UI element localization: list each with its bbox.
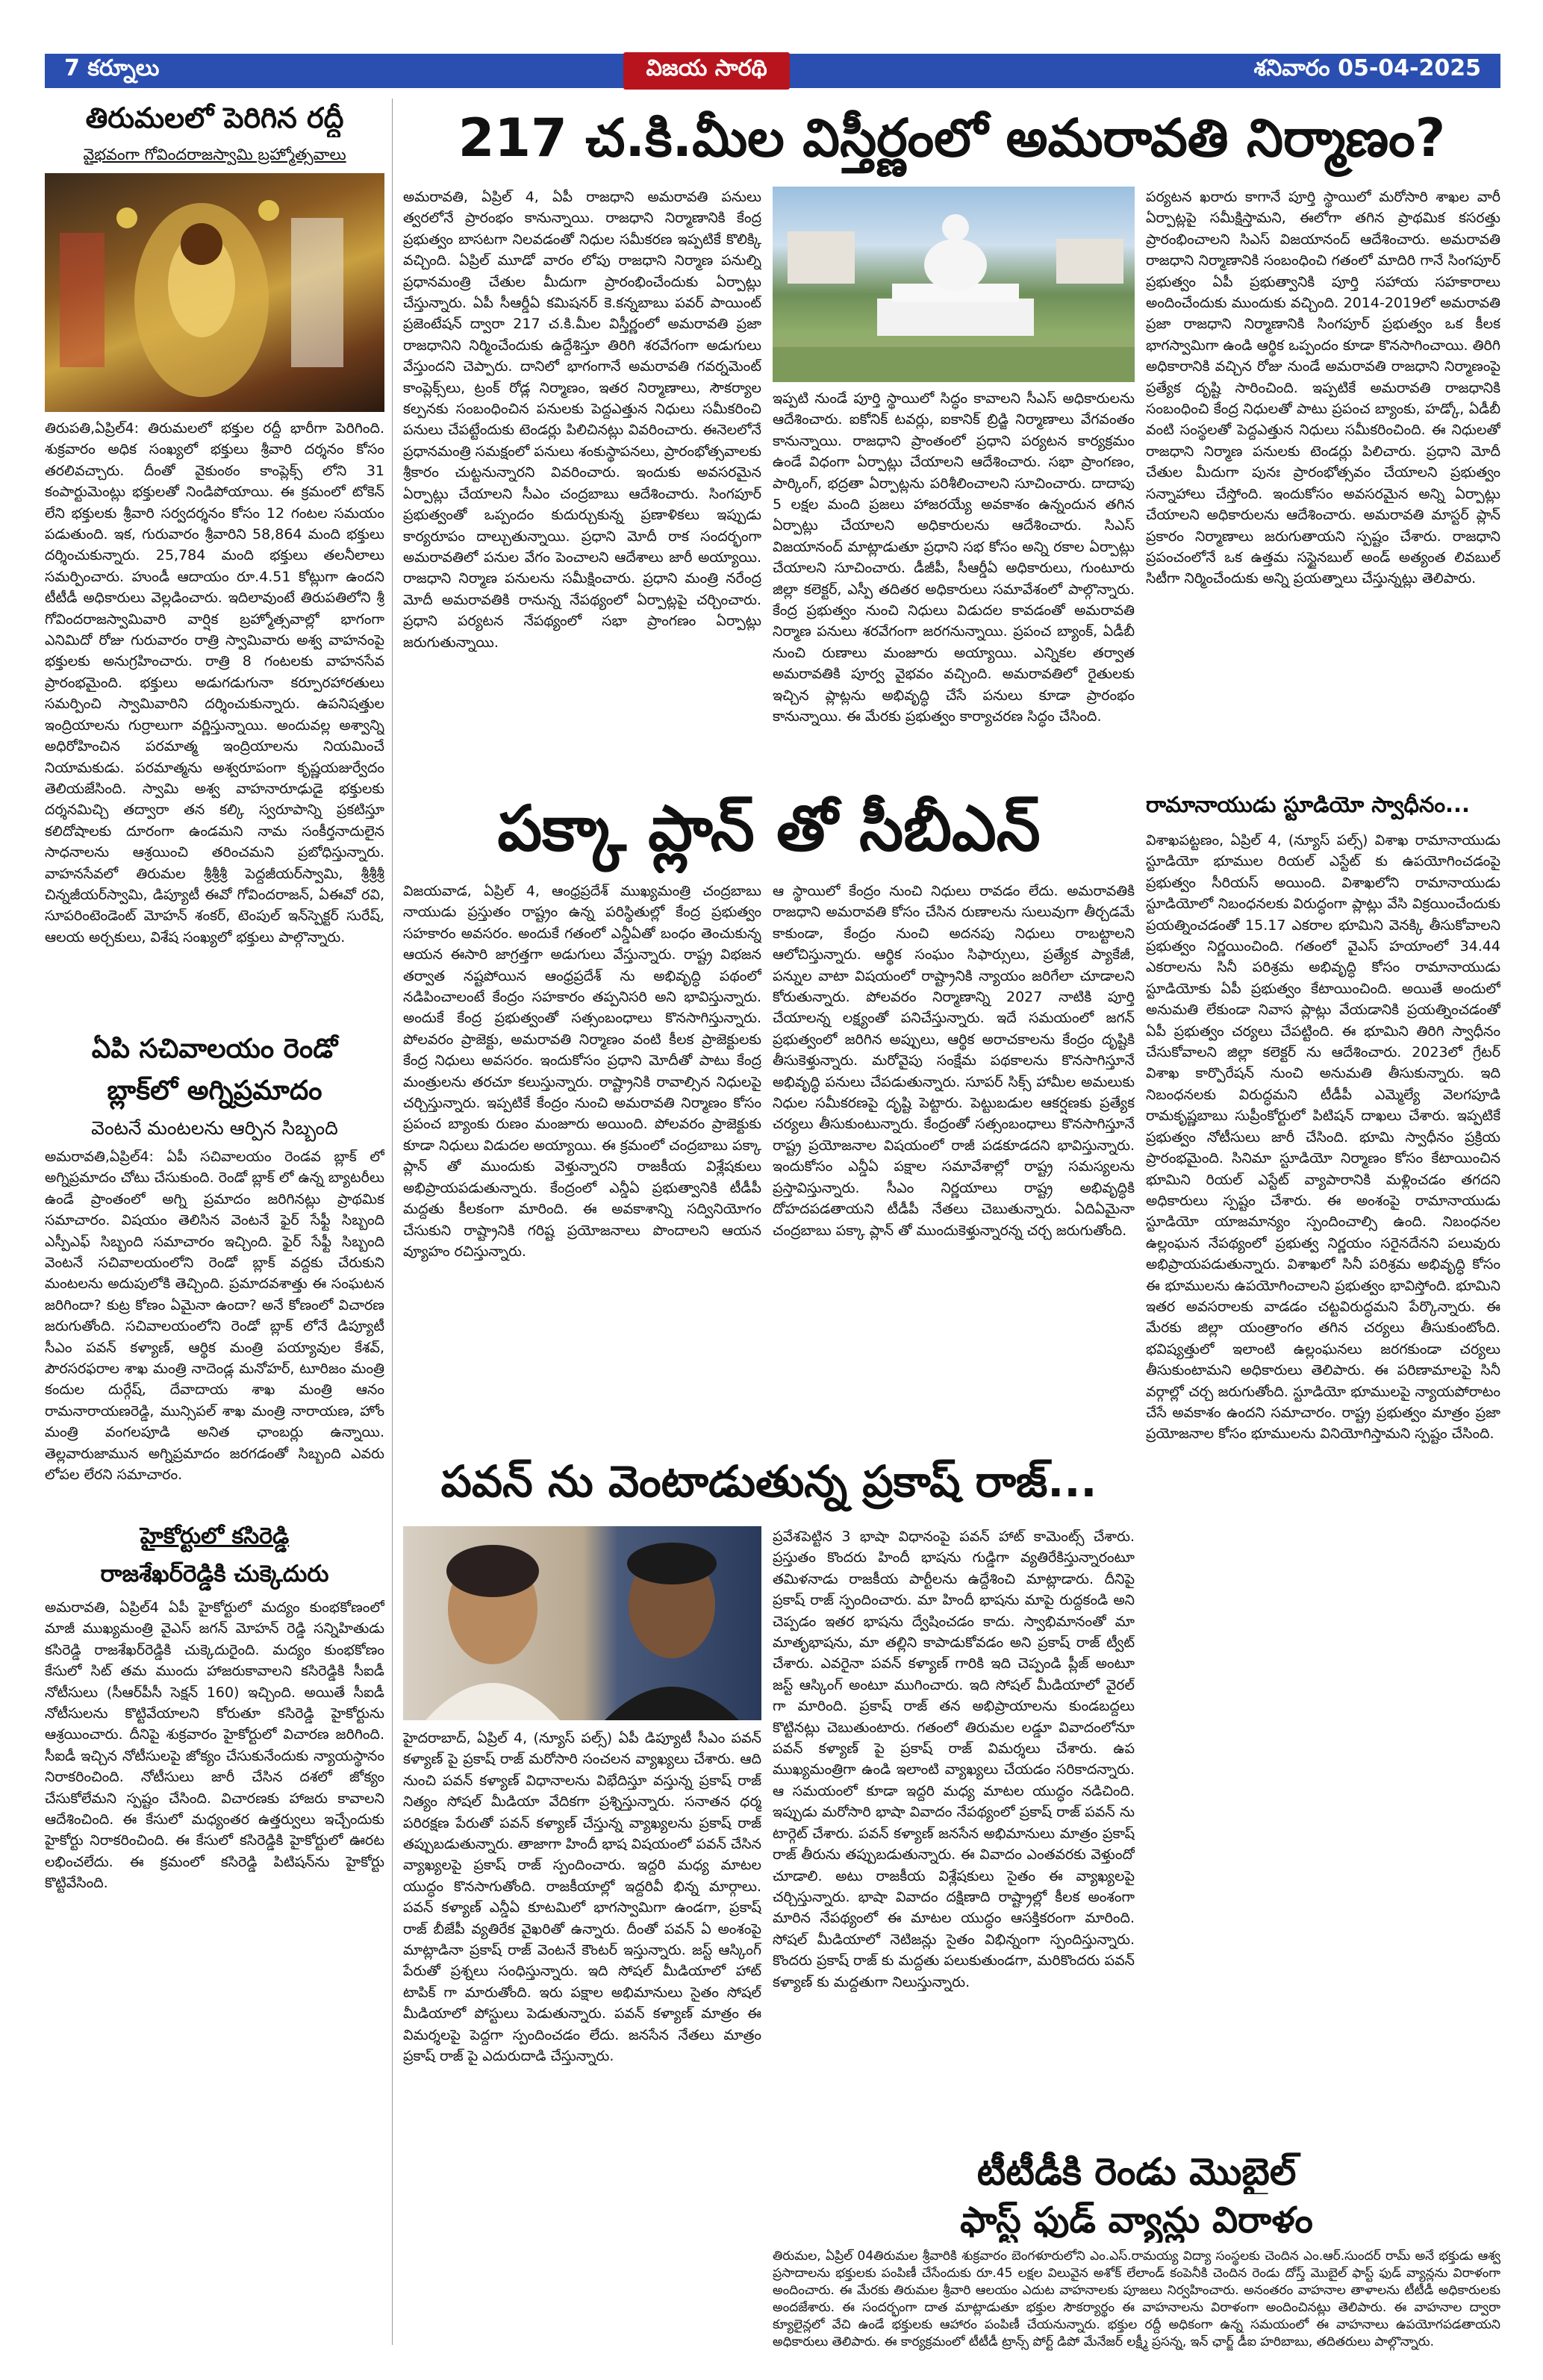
ttd-body: [773, 2248, 1500, 2352]
page-label: 7 కర్నూలు: [64, 55, 160, 81]
tirumala-headline: తిరుమలలో పెరిగిన రద్దీ: [85, 101, 344, 134]
pawan-headline: పవన్ ను వెంటాడుతున్న ప్రకాష్ రాజ్...: [440, 1456, 1097, 1507]
studio-body: [1146, 830, 1500, 2143]
cbn-body-col2-text: ఆ స్థాయిలో కేంద్రం నుంచి నిధులు రావడం లేదు. అమరావతికి రాజధాని అమరావతి కోసం చేసిన రుణాలను సులువుగా తీర్చడమే కాకుండా, కేంద్రం నుంచి అదనపు నిధులు రాబట్టాలని ఆలోచిస్తున్నారు. ఆర్థిక సంఘం సిఫార్సులు, ప్రత్యేక ప్యాకేజీ, పన్నుల వాటా విషయంలో రాష్ట్రానికి న్యాయం జరిగేలా చూడాలని కోరుతున్నారు. పోలవరం నిర్మాణాన్ని 2027 నాటికి పూర్తి చేయాలన్న లక్ష్యంతో పనిచేస్తున్నారు. ఇదే సమయంలో జగన్ ప్రభుత్వంలో జరిగిన అప్పులు, ఆర్థిక అరాచకాలను కేంద్రం దృష్టికి తీసుకెళ్తున్నారు. మరోవైపు సంక్షేమ పథకాలను కొనసాగిస్తూనే అభివృద్ధి పనులు చేపడుతున్నారు. సూపర్ సిక్స్ హామీల అమలుకు నిధుల సమీకరణపై దృష్టి పెట్టారు. పెట్టుబడుల ఆకర్షణకు ప్రత్యేక చర్యలు తీసుకుంటున్నారు. కేంద్రంతో సత్సంబంధాలు కొనసాగిస్తూనే రాష్ట్ర ప్రయోజనాల విషయంలో రాజీ పడకూడదని భావిస్తున్నారు. ఇందుకోసం ఎన్డీఏ పక్షాల సమావేశాల్లో రాష్ట్ర సమస్యలను ప్రస్తావిస్తున్నారు. సీఎం నిర్ణయాలు రాష్ట్ర అభివృద్ధికి దోహదపడతాయని టీడీపీ నేతలు చెబుతున్నారు. ఏదిఏమైనా చంద్రబాబు పక్కా ప్లాన్ తో ముందుకెళ్తున్నారన్న చర్చ జరుగుతోంది.: [773, 883, 1135, 1239]
portraits-illustration: [403, 1526, 761, 1720]
amaravati-body-col1: [403, 187, 761, 776]
page-header: [45, 54, 1500, 88]
amaravati-body-col2-text: ఇప్పటి నుండే పూర్తి స్థాయిలో సిద్ధం కావాలని సీఎస్ అధికారులను ఆదేశించారు. ఐకోనిక్ టవర్లు, ఐకానిక్ బ్రిడ్జి నిర్మాణాలు వేగవంతం కానున్నాయి. రాజధాని ప్రాంతంలో ప్రధాని పర్యటన కార్యక్రమం ఉండే విధంగా ఏర్పాట్లు చేయాలని ఆదేశించారు. సభా ప్రాంగణం, పార్కింగ్, భద్రతా ఏర్పాట్లను పరిశీలించాలని సూచించారు. దాదాపు 5 లక్షల మంది ప్రజలు హాజరయ్యే అవకాశం ఉన్నందున తగిన ఏర్పాట్లు చేయాలని అధికారులను ఆదేశించారు. సిఎస్ విజయానంద్ మాట్లాడుతూ ప్రధాని సభ కోసం అన్ని రకాల ఏర్పాట్లు చేయాలని సూచించారు. డీజీపీ, సీఆర్డీఏ అధికారులు, గుంటూరు జిల్లా కలెక్టర్, ఎస్పీ తదితర అధికారులు సమావేశంలో పాల్గొన్నారు. కేంద్ర ప్రభుత్వం నుంచి నిధులు విడుదల కావడంతో అమరావతి నిర్మాణ పనులు శరవేగంగా జరగనున్నాయి. ప్రపంచ బ్యాంక్, ఏడీబీ నుంచి రుణాలు మంజూరు అయ్యాయి. ఎన్నికల తర్వాత అమరావతికి పూర్వ వైభవం వచ్చింది. అమరావతిలో రైతులకు ఇచ్చిన ప్లాట్లను అభివృద్ధి చేసే పనులు కూడా ప్రారంభం కానున్నాయి. ఈ మేరకు ప్రభుత్వం కార్యాచరణ సిద్ధం చేసింది.: [773, 390, 1135, 725]
amaravati-body-col1-text: అమరావతి, ఏప్రిల్ 4, ఏపీ రాజధాని అమరావతి పనులు త్వరలోనే ప్రారంభం కానున్నాయి. రాజధాని నిర్మాణానికి కేంద్ర ప్రభుత్వం బాసటగా నిలవడంతో నిధుల సమీకరణ ఇప్పటికే కొలిక్కి వచ్చింది. ఏప్రిల్ మూడో వారం లోపు రాజధాని నిర్మాణ పనుల్ని ప్రధానమంత్రి చేతుల మీదుగా ప్రారంభించేందుకు ఏర్పాట్లు చేస్తున్నారు. ఏపీ సీఆర్డీఏ కమిషనర్ కె.కన్నబాబు పవర్ పాయింట్ ప్రజెంటేషన్ ద్వారా 217 చ.కి.మీల విస్తీర్ణంలో అమరావతి ప్రజా రాజధానిని నిర్మించేందుకు ఉద్దేశిస్తూ తిరిగి శరవేగంగా అడుగులు వేస్తుందని చెప్పారు. దానిలో భాగంగానే అమరావతి గవర్నమెంట్ కాంప్లెక్స్‌లు, ట్రంక్ రోడ్ల నిర్మాణం, ఇతర నిర్మాణాలు, సౌకర్యాల కల్పనకు సంబంధించిన పనులకు పెద్దఎత్తున నిధులు సమీకరించి పనులు చేపట్టేందుకు టెండర్లు పిలిచినట్లు వివరించారు. ఈనెలలోనే ప్రధానమంత్రి సమక్షంలో పనులు శంకుస్థాపనలు, ప్రారంభోత్సవాలకు శ్రీకారం చుట్టనున్నారని వివరించారు. ఇందుకు అవసరమైన ఏర్పాట్లు చేయాలని సీఎం చంద్రబాబు ఆదేశించారు. సింగపూర్ ప్రభుత్వంతో ఒప్పందం కుదుర్చుకున్న ప్రణాళికలు ఇప్పుడు కార్యరూపం దాల్చుతున్నాయి. ప్రధాని మోదీ రాక సందర్భంగా అమరావతిలో పనుల వేగం పెంచాలని ఆదేశాలు జారీ అయ్యాయి. రాజధాని నిర్మాణ పనులను సమీక్షించారు. ప్రధాని మంత్రి నరేంద్ర మోదీ అమరావతికి రానున్న నేపథ్యంలో ఏర్పాట్లపై చర్చించారు. ప్రధాని పర్యటన నేపథ్యంలో సభా ప్రాంగణం ఏర్పాట్లు జరుగుతున్నాయి.: [403, 189, 761, 651]
pawan-prakash-photo: [403, 1526, 761, 1720]
pawan-body-col1: [403, 1728, 761, 2340]
cbn-body-col2: [773, 881, 1135, 1440]
kasireddy-headline-1: హైకోర్టులో కసిరెడ్డి: [140, 1523, 290, 1549]
secretariat-headline-2: బ్లాక్‌లో అగ్నిప్రమాదం: [107, 1075, 322, 1106]
secretariat-body: [45, 1146, 384, 1512]
ttd-headline-2: ఫాస్ట్ ఫుడ్ వ్యాన్లు విరాళం: [960, 2199, 1313, 2241]
pawan-body-col2-text: ప్రవేశపెట్టిన 3 భాషా విధానంపై పవన్ హాట్ కామెంట్స్ చేశారు. ప్రస్తుతం కొందరు హిందీ భాషను గుడ్డిగా వ్యతిరేకిస్తున్నారంటూ తమిళనాడు రాజకీయ పార్టీలను ఉద్దేశించి మాట్లాడారు. దీనిపై ప్రకాష్ రాజ్ స్పందించారు. మా హిందీ భాషను మాపై రుద్దకండి అని చెప్పడం ఇతర భాషను ద్వేషించడం కాదు. స్వాభిమానంతో మా మాతృభాషను, మా తల్లిని కాపాడుకోవడం అని ప్రకాష్ రాజ్ ట్వీట్ చేశారు. ఎవరైనా పవన్ కళ్యాణ్ గారికి ఇది చెప్పండి ప్లీజ్ అంటూ జస్ట్ ఆస్కింగ్ అంటూ ముగించారు. ఇది సోషల్ మీడియాలో వైరల్ గా మారింది. ప్రకాష్ రాజ్ తన అభిప్రాయాలను కుండబద్దలు కొట్టినట్లు చెబుతుంటారు. గతంలో తిరుమల లడ్డూ వివాదంలోనూ పవన్ కళ్యాణ్ పై ప్రకాష్ రాజ్ విమర్శలు చేశారు. ఉప ముఖ్యమంత్రిగా ఉండి ఇలాంటి వ్యాఖ్యలు చేయడం సరికాదన్నారు. ఆ సమయంలో కూడా ఇద్దరి మధ్య మాటల యుద్ధం నడిచింది. ఇప్పుడు మరోసారి భాషా వివాదం నేపథ్యంలో ప్రకాష్ రాజ్ పవన్ ను టార్గెట్ చేశారు. పవన్ కళ్యాణ్ జనసేన అభిమానులు మాత్రం ప్రకాష్ రాజ్ తీరును తప్పుబడుతున్నారు. ఈ వివాదం ఎంతవరకు వెళ్తుందో చూడాలి. అటు రాజకీయ విశ్లేషకులు సైతం ఈ వ్యాఖ్యలపై చర్చిస్తున్నారు. భాషా వివాదం దక్షిణాది రాష్ట్రాల్లో కీలక అంశంగా మారిన నేపథ్యంలో ఈ మాటల యుద్ధం ఆసక్తికరంగా మారింది. సోషల్ మీడియాలో నెటిజన్లు సైతం విభిన్నంగా స్పందిస్తున్నారు. కొందరు ప్రకాష్ రాజ్ కు మద్దతు పలుకుతుండగా, మరికొందరు పవన్ కళ్యాణ్ కు మద్దతుగా నిలుస్తున్నారు.: [773, 1528, 1135, 1990]
column-divider: [392, 99, 393, 2345]
secretariat-headline-1: ఏపి సచివాలయం రెండో: [91, 1034, 338, 1064]
pawan-body-col1-text: హైదరాబాద్, ఏప్రిల్ 4, (న్యూస్ పల్స్) ఏపీ డిప్యూటీ సీఎం పవన్ కళ్యాణ్ పై ప్రకాష్ రాజ్ మరోసారి సంచలన వ్యాఖ్యలు చేశారు. ఆది నుంచి పవన్ కళ్యాణ్ విధానాలను విభేదిస్తూ వస్తున్న ప్రకాష్ రాజ్ నిత్యం సోషల్ మీడియా వేదికగా ప్రశ్నిస్తున్నారు. సనాతన ధర్మ పరిరక్షణ పేరుతో పవన్ కళ్యాణ్ చేస్తున్న వ్యాఖ్యలను ప్రకాష్ రాజ్ తప్పుబడుతున్నారు. తాజాగా హిందీ భాష విషయంలో పవన్ చేసిన వ్యాఖ్యలపై ప్రకాష్ రాజ్ స్పందించారు. ఇద్దరి మధ్య మాటల యుద్ధం కొనసాగుతోంది. రాజకీయాల్లో ఇద్దరివీ భిన్న మార్గాలు. పవన్ కళ్యాణ్ ఎన్డీఏ కూటమిలో భాగస్వామిగా ఉండగా, ప్రకాష్ రాజ్ బీజేపీ వ్యతిరేక వైఖరితో ఉన్నారు. దీంతో పవన్ ఏ అంశంపై మాట్లాడినా ప్రకాష్ రాజ్ వెంటనే కౌంటర్ ఇస్తున్నారు. జస్ట్ ఆస్కింగ్ పేరుతో ప్రశ్నలు సంధిస్తున్నారు. ఇది సోషల్ మీడియాలో హాట్ టాపిక్ గా మారుతోంది. ఇరు పక్షాల అభిమానులు సైతం సోషల్ మీడియాలో పోస్టులు పెడుతున్నారు. పవన్ కళ్యాణ్ మాత్రం ఈ విమర్శలపై పెద్దగా స్పందించడం లేదు. జనసేన నేతలు మాత్రం ప్రకాష్ రాజ్ పై ఎదురుదాడి చేస్తున్నారు.: [403, 1730, 761, 2065]
ttd-headline-1: టీటీడీకి రెండు మొబైల్: [976, 2150, 1297, 2193]
kasireddy-headline-2: రాజశేఖర్‌రెడ్డికి చుక్కెదురు: [100, 1561, 329, 1587]
kasireddy-body-text: అమరావతి, ఏప్రిల్4 ఏపీ హైకోర్టులో మద్యం కుంభకోణంలో మాజీ ముఖ్యమంత్రి వైఎస్ జగన్ మోహన్ రెడ్డి సన్నిహితుడు కసిరెడ్డి రాజశేఖర్‌రెడ్డికి చుక్కెదురైంది. మద్యం కుంభకోణం కేసులో సిట్ తమ ముందు హాజరుకావాలని కసిరెడ్డికి సీఐడీ నోటీసులు (సీఆర్‌పీసీ సెక్షన్ 160) ఇచ్చింది. అయితే సీఐడీ నోటీసులను కొట్టివేయాలని కోరుతూ కసిరెడ్డి హైకోర్టును ఆశ్రయించారు. దీనిపై శుక్రవారం హైకోర్టులో విచారణ జరిగింది. సీఐడీ ఇచ్చిన నోటీసులపై జోక్యం చేసుకునేందుకు న్యాయస్థానం నిరాకరించింది. నోటీసులు జారీ చేసిన దశలో జోక్యం చేసుకోలేమని స్పష్టం చేసింది. విచారణకు హాజరు కావాలని ఆదేశించింది. ఈ కేసులో మధ్యంతర ఉత్తర్వులు ఇచ్చేందుకు హైకోర్టు నిరాకరించింది. ఈ కేసులో కసిరెడ్డికి హైకోర్టులో ఊరట లభించలేదు. ఈ క్రమంలో కసిరెడ్డి పిటిషన్‌ను హైకోర్టు కొట్టివేసింది.: [45, 1599, 384, 1892]
buddha-statue-photo: [773, 187, 1135, 382]
ttd-body-text: తిరుమల, ఏప్రిల్ 04తిరుమల శ్రీవారికి శుక్రవారం బెంగళూరులోని ఎం.ఎస్.రామయ్య విద్యా సంస్థలకు చెందిన ఎం.ఆర్.సుందర్ రామ్ అనే భక్తుడు ఆశ్వ ప్రసాదాలను భక్తులకు పంపిణీ చేసేందుకు రూ.45 లక్షల విలువైన అశోక్ లేలాండ్ కంపెనీకి చెందిన రెండు దోస్త్ మొబైల్ ఫాస్ట్ ఫుడ్ వ్యాన్లను విరాళంగా అందించారు. ఈ మేరకు తిరుమల శ్రీవారి ఆలయం ఎదుట వాహనాలకు పూజలు నిర్వహించారు. అనంతరం వాహనాల తాళాలను టీటీడీ అధికారులకు అందజేశారు. ఈ సందర్భంగా దాత మాట్లాడుతూ భక్తుల సౌకర్యార్థం ఈ వాహనాలను విరాళంగా అందించినట్లు తెలిపారు. ఈ వాహనాల ద్వారా క్యూలైన్లలో వేచి ఉండే భక్తులకు ఆహారం పంపిణీ చేయనున్నారు. భక్తుల రద్దీ అధికంగా ఉన్న సమయంలో ఈ వాహనాలు ఉపయోగపడతాయని అధికారులు తెలిపారు. ఈ కార్యక్రమంలో టీటీడీ ట్రాన్స్ పోర్ట్ డిపో మేనేజర్ లక్ష్మీ ప్రసన్న, ఇన్ ఛార్జ్ డీఐ హరిబాబు, తదితరులు పాల్గొన్నారు.: [773, 2249, 1500, 2349]
tirumala-body: [45, 418, 384, 1022]
kasireddy-body: [45, 1597, 384, 2343]
tirumala-body-text: తిరుపతి,ఏప్రిల్4: తిరుమలలో భక్తుల రద్దీ భారీగా పెరిగింది. శుక్రవారం అధిక సంఖ్యలో భక్తులు శ్రీవారి దర్శనం కోసం తరలివచ్చారు. దీంతో వైకుంఠం కాంప్లెక్స్ లోని 31 కంపార్టుమెంట్లు భక్తులతో నిండిపోయాయి. ఈ క్రమంలో టోకెన్ లేని భక్తులకు శ్రీవారి సర్వదర్శనం కోసం 12 గంటల సమయం పడుతుంది. ఇక, గురువారం శ్రీవారిని 58,864 మంది భక్తులు దర్శించుకున్నారు. 25,784 మంది భక్తులు తలనీలాలు సమర్పించారు. హుండీ ఆదాయం రూ.4.51 కోట్లుగా ఉందని టీటీడీ అధికారులు వెల్లడించారు. ఇదిలావుంటే తిరుపతిలోని శ్రీ గోవిందరాజస్వామివారి వార్షిక బ్రహ్మోత్సవాల్లో భాగంగా ఎనిమిదో రోజు గురువారం రాత్రి స్వామివారు అశ్వ వాహనంపై భక్తులకు అనుగ్రహించారు. రాత్రి 8 గంటలకు వాహనసేవ ప్రారంభమైంది. భక్తులు అడుగడుగునా కర్పూరహారతులు సమర్పించి స్వామివారిని దర్శించుకున్నారు. ఉపనిషత్తుల ఇంద్రియాలను గుర్రాలుగా వర్ణిస్తున్నాయి. అందువల్ల అశ్వాన్ని అధిరోహించిన పరమాత్మ ఇంద్రియాలను నియమించే నియామకుడు. పరమాత్మను అశ్వరూపంగా కృష్ణయజుర్వేదం తెలియజేసింది. స్వామి అశ్వ వాహనారూఢుడై భక్తులకు దర్శనమిచ్చి తద్వారా తన కల్కి స్వరూపాన్ని ప్రకటిస్తూ కలిదోషాలకు దూరంగా ఉండమని నామ సంకీర్తనాదులైన సాధనాలను ఆశ్రయించి తరించమని ప్రబోధిస్తున్నారు. వాహనసేవలో తిరుమల శ్రీశ్రీశ్రీ పెద్దజీయర్‌స్వామి, శ్రీశ్రీశ్రీ చిన్నజీయర్‌స్వామి, డిప్యూటీ ఈవో గోవిందరాజన్, ఏఈవో రవి, సూపరింటెండెంట్ మోహన్ శంకర్, టెంపుల్ ఇన్‌స్పెక్టర్ సురేష్, ఆలయ అర్చకులు, విశేష సంఖ్యలో భక్తులు పాల్గొన్నారు.: [45, 420, 384, 946]
cbn-headline: పక్కా ప్లాన్ తో సీబీఎన్: [497, 792, 1041, 865]
issue-date: శనివారం 05-04-2025: [1253, 55, 1481, 81]
studio-body-text: విశాఖపట్టణం, ఏప్రిల్ 4, (న్యూస్ పల్స్) విశాఖ రామానాయుడు స్టూడియో భూముల రియల్ ఎస్టేట్ కు ఉపయోగించడంపై ప్రభుత్వం సీరియస్ అయింది. విశాఖలోని రామానాయుడు స్టూడియోలో నిబంధనలకు విరుద్ధంగా ప్లాట్లు వేసి విక్రయించేందుకు ప్రయత్నించడంతో 15.17 ఎకరాల భూమిని వెనక్కి తీసుకోవాలని ప్రభుత్వం నిర్ణయించింది. గతంలో వైఎస్ హయాంలో 34.44 ఎకరాలను సినీ పరిశ్రమ అభివృద్ధి కోసం రామానాయుడు స్టూడియోకు ఏపీ ప్రభుత్వం కేటాయించింది. అయితే అందులో అనుమతి లేకుండా నివాస ప్లాట్లు వేయడానికి ప్రయత్నించడంతో ఏపీ ప్రభుత్వం చర్యలు చేపట్టింది. ఈ భూమిని తిరిగి స్వాధీనం చేసుకోవాలని జిల్లా కలెక్టర్ ను ఆదేశించారు. 2023లో గ్రేటర్ విశాఖ కార్పొరేషన్ నుంచి అనుమతి తీసుకున్నారు. ఇది నిబంధనలకు విరుద్ధమని టీడీపీ ఎమ్మెల్యే వెలగపూడి రామకృష్ణబాబు సుప్రీంకోర్టులో పిటిషన్ దాఖలు చేశారు. ఇప్పటికే ప్రభుత్వం నోటీసులు జారీ చేసింది. భూమి స్వాధీనం ప్రక్రియ ప్రారంభమైంది. సినిమా స్టూడియో నిర్మాణం కోసం కేటాయించిన భూమిని రియల్ ఎస్టేట్ వ్యాపారానికి మళ్లించడం తగదని అధికారులు స్పష్టం చేశారు. ఈ అంశంపై రామానాయుడు స్టూడియో యాజమాన్యం స్పందించాల్సి ఉంది. నిబంధనల ఉల్లంఘన నేపథ్యంలో ప్రభుత్వ నిర్ణయం సరైనదేనని పలువురు అభిప్రాయపడుతున్నారు. విశాఖలో సినీ పరిశ్రమ అభివృద్ధి కోసం ఈ భూములను ఉపయోగించాలని ప్రభుత్వం భావిస్తోంది. భూమిని ఇతర అవసరాలకు వాడడం చట్టవిరుద్ధమని పేర్కొన్నారు. ఈ మేరకు జిల్లా యంత్రాంగం తగిన చర్యలు తీసుకుంటోంది. భవిష్యత్తులో ఇలాంటి ఉల్లంఘనలు జరగకుండా చర్యలు తీసుకుంటామని అధికారులు తెలిపారు. ఈ పరిణామాలపై సినీ వర్గాల్లో చర్చ జరుగుతోంది. స్టూడియో భూములపై న్యాయపోరాటం చేసే అవకాశం ఉందని సమాచారం. రాష్ట్ర ప్రభుత్వం మాత్రం ప్రజా ప్రయోజనాల కోసం భూములను వినియోగిస్తామని స్పష్టం చేసింది.: [1146, 832, 1500, 1443]
masthead: విజయ సారథి: [623, 52, 789, 90]
secretariat-body-text: అమరావతి,ఏప్రిల్4: ఏపీ సచివాలయం రెండవ బ్లాక్ లో అగ్నిప్రమాదం చోటు చేసుకుంది. రెండో బ్లాక్ లో ఉన్న బ్యాటరీలు ఉండే ప్రాంతంలో అగ్ని ప్రమాదం జరిగినట్లు ప్రాథమిక సమాచారం. విషయం తెలిసిన వెంటనే ఫైర్ సేఫ్టీ సిబ్బంది ఎస్పీఎఫ్ సిబ్బంది సమాచారం ఇచ్చింది. ఫైర్ సేఫ్టీ సిబ్బంది వెంటనే సచివాలయంలోని రెండో బ్లాక్ వద్దకు చేరుకుని మంటలను అదుపులోకి తెచ్చింది. ప్రమాదవశాత్తు ఈ సంఘటన జరిగిందా? కుట్ర కోణం ఏమైనా ఉందా? అనే కోణంలో విచారణ జరుగుతోంది. సచివాలయంలోని రెండో బ్లాక్ లోనే డిప్యూటీ సీఎం పవన్ కళ్యాణ్, ఆర్థిక మంత్రి పయ్యావుల కేశవ్, పౌరసరఫరాల శాఖ మంత్రి నాదెండ్ల మనోహర్, టూరిజం మంత్రి కందుల దుర్గేష్, దేవాదాయ శాఖ మంత్రి ఆనం రామనారాయణరెడ్డి, మున్సిపల్ శాఖ మంత్రి నారాయణ, హోం మంత్రి వంగలపూడి అనిత ఛాంబర్లు ఉన్నాయి. తెల్లవారుజామున అగ్నిప్రమాదం జరగడంతో సిబ్బంది ఎవరు లోపల లేరని సమాచారం.: [45, 1149, 384, 1484]
studio-headline: రామానాయుడు స్టూడియో స్వాధీనం...: [1146, 792, 1471, 817]
buddha-photo-illustration: [773, 187, 1135, 382]
deity-photo-illustration: [45, 173, 384, 412]
tirumala-subhead: వైభవంగా గోవిందరాజస్వామి బ్రహ్మోత్సవాలు: [83, 146, 346, 163]
amaravati-body-col2: [773, 388, 1135, 776]
deity-procession-photo: [45, 173, 384, 412]
secretariat-subhead: వెంటనే మంటలను ఆర్పిన సిబ్బంది: [91, 1117, 338, 1139]
amaravati-body-col3-text: పర్యటన ఖరారు కాగానే పూర్తి స్థాయిలో మరోసారి శాఖల వారీ ఏర్పాట్లపై సమీక్షిస్తామని, ఈలోగా తగిన ప్రాథమిక కసరత్తు ప్రారంభించాలని సిఎస్ విజయానంద్ ఆదేశించారు. అమరావతి రాజధాని నిర్మాణానికి సంబంధించి గతంలో మాదిరి గానే సింగపూర్ ప్రభుత్వం ఏపీ ప్రభుత్వానికి పూర్తి సహాయ సహకారాలు అందించేందుకు ముందుకు వచ్చింది. 2014-2019లో అమరావతి ప్రజా రాజధాని నిర్మాణానికి సింగపూర్ ప్రభుత్వం ఒక కీలక భాగస్వామిగా ఉండి ఆర్థిక ఒప్పందం కూడా కొనసాగించాయి. తిరిగి అధికారానికి వచ్చిన రోజు నుండే అమరావతి రాజధాని నిర్మాణంపై ప్రత్యేక దృష్టి సారించింది. ఇప్పటికే అమరావతి రాజధానికి సంబంధించి కేంద్ర నిధులతో పాటు ప్రపంచ బ్యాంకు, హడ్కో, ఏడీబీ వంటి సంస్థలతో పెద్దఎత్తున నిధులు సమీకరించింది. ఈ నిధులతో రాజధాని నిర్మాణ పనులకు టెండర్లు పిలిచారు. ప్రధాని మోదీ చేతుల మీదుగా పునః ప్రారంభోత్సవం చేయాలని ప్రభుత్వం సన్నాహాలు చేస్తోంది. ఇందుకోసం అవసరమైన అన్ని ఏర్పాట్లు చేయాలని అధికారులను ఆదేశించారు. అమరావతి మాస్టర్ ప్లాన్ ప్రకారం నిర్మాణాలు జరుగుతాయని స్పష్టం చేశారు. రాజధాని ప్రపంచంలోనే ఒక ఉత్తమ సస్టైనబుల్ అండ్ అత్యంత లివబుల్ సిటీగా నిర్మించేందుకు అన్ని ప్రయత్నాలు చేస్తున్నట్లు తెలిపారు.: [1146, 189, 1500, 587]
amaravati-body-col3: [1146, 187, 1500, 776]
amaravati-headline: 217 చ.కి.మీల విస్తీర్ణంలో అమరావతి నిర్మాణం?: [458, 107, 1446, 169]
pawan-body-col2: [773, 1526, 1135, 2101]
cbn-body-col1: [403, 881, 761, 1440]
cbn-body-col1-text: విజయవాడ, ఏప్రిల్ 4, ఆంధ్రప్రదేశ్ ముఖ్యమంత్రి చంద్రబాబు నాయుడు ప్రస్తుతం రాష్ట్రం ఉన్న పరిస్థితుల్లో కేంద్ర ప్రభుత్వం సహకారం అవసరం. అందుకే గతంలో ఎన్డీఏతో బంధం తెంచుకున్న ఆయన ఈసారి జాగ్రత్తగా అడుగులు వేస్తున్నారు. రాష్ట్ర విభజన తర్వాత నష్టపోయిన ఆంధ్రప్రదేశ్ ను అభివృద్ధి పథంలో నడిపించాలంటే కేంద్రం సహకారం తప్పనిసరి అని భావిస్తున్నారు. అందుకే కేంద్ర ప్రభుత్వంతో సత్సంబంధాలు కొనసాగిస్తున్నారు. పోలవరం ప్రాజెక్టు, అమరావతి నిర్మాణం వంటి కీలక ప్రాజెక్టులకు కేంద్ర నిధులు అవసరం. ఇందుకోసం ప్రధాని మోదీతో పాటు కేంద్ర మంత్రులను తరచూ కలుస్తున్నారు. రాష్ట్రానికి రావాల్సిన నిధులపై చర్చిస్తున్నారు. ఇప్పటికే కేంద్రం నుంచి అమరావతి నిర్మాణం కోసం ప్రపంచ బ్యాంకు రుణం మంజూరు అయింది. పోలవరం ప్రాజెక్టుకు కూడా నిధులు విడుదల అయ్యాయి. ఈ క్రమంలో చంద్రబాబు పక్కా ప్లాన్ తో ముందుకు వెళ్తున్నారని రాజకీయ విశ్లేషకులు అభిప్రాయపడుతున్నారు. కేంద్రంలో ఎన్డీఏ ప్రభుత్వానికి టీడీపీ మద్దతు కీలకంగా మారింది. ఈ అవకాశాన్ని సద్వినియోగం చేసుకుని రాష్ట్రానికి గరిష్ట ప్రయోజనాలు పొందాలని ఆయన వ్యూహం రచిస్తున్నారు.: [403, 883, 761, 1260]
